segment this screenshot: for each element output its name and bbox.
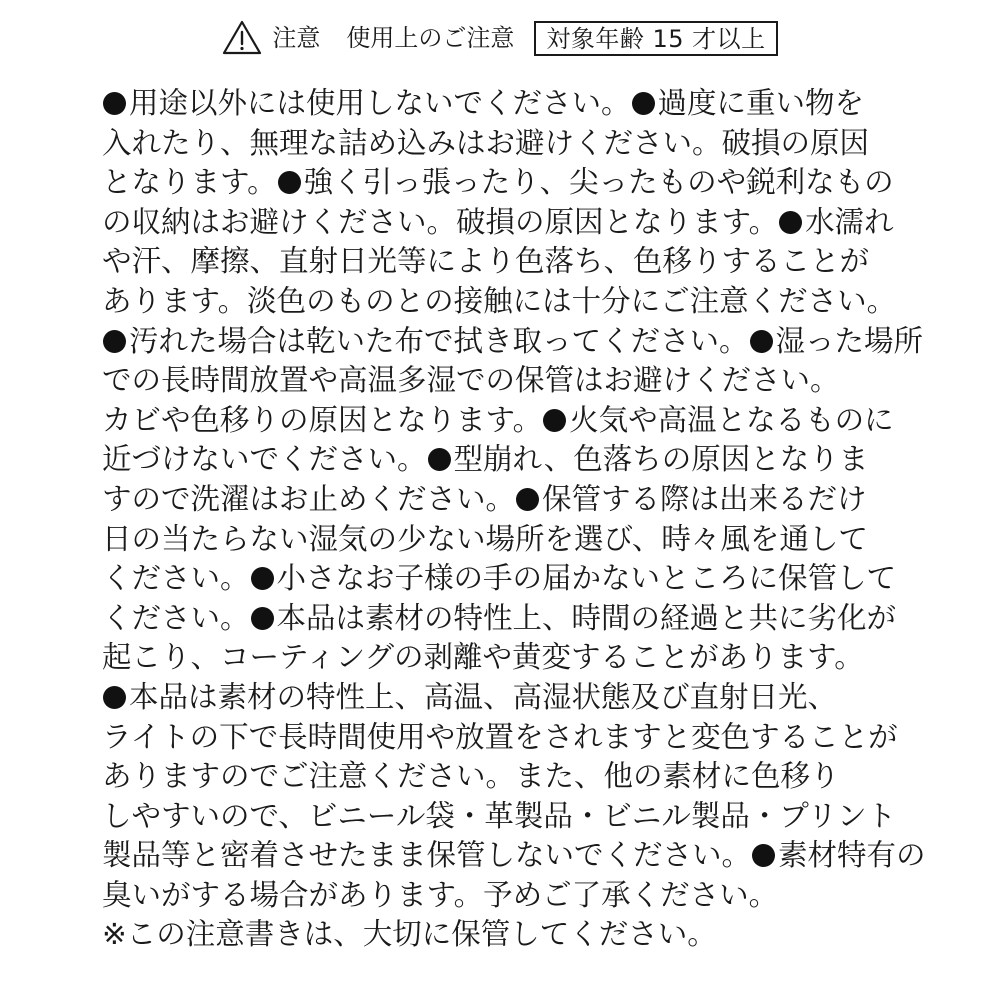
notice-line [102,242,910,282]
notice-text: 素材特有の [778,838,926,873]
notice-line [102,440,910,480]
notice-line [102,163,910,203]
notice-text: 本品は素材の特性上、高温、高湿状態及び直射日光、 [129,679,838,714]
bullet-icon [752,844,775,867]
notice-text: 水濡れ [805,204,894,239]
notice-line [102,876,910,916]
notice-line [102,559,910,599]
notice-text: 湿った場所 [775,323,924,358]
notice-text: 汚れた場合は乾いた布で拭き取ってください。 [129,323,749,358]
notice-text: しやすいので、ビニール袋・革製品・ビニル製品・プリント [102,798,897,833]
caution-label: 注意 [272,24,321,52]
bullet-icon [103,92,126,115]
notice-text: の収納はお避けください。破損の原因となります。 [102,204,779,239]
notice-text: ください。 [102,600,250,635]
notice-line [102,599,910,639]
notice-text: ※この注意書きは、大切に保管してください。 [102,917,717,952]
notice-text: 本品は素材の特性上、時間の経過と共に劣化が [276,600,897,635]
notice-line [102,401,910,441]
notice-line [102,124,910,164]
notice-line [102,638,910,678]
notice-line [102,322,924,362]
notice-text: 用途以外には使用しないでください。 [129,86,631,120]
bullet-icon [632,92,655,115]
notice-line [102,520,910,560]
bullet-icon [278,171,301,194]
notice-text: 日の当たらない湿気の少ない場所を選び、時々風を通して [102,521,868,556]
notice-text: ください。 [102,561,250,596]
notice-text: 過度に重い物を [657,86,865,120]
usage-notes-title: 使用上のご注意 [346,24,515,52]
bullet-icon [251,567,274,590]
notice-text: ライトの下で長時間使用や放置をされますと変色することが [102,719,898,754]
bullet-icon [103,330,126,353]
bullet-icon [428,448,451,471]
notice-text: 近づけないでください。 [102,442,427,477]
notice-line [102,480,910,520]
warning-triangle-icon [222,20,262,56]
notice-text: 保管する際は出来るだけ [542,481,867,516]
bullet-icon [779,211,802,234]
notice-line [102,84,910,124]
notice-text: となります。 [102,165,277,200]
notice-text: 型崩れ、色落ちの原因となりま [453,442,869,477]
notice-text: 強く引っ張ったり、尖ったものや鋭利なもの [303,165,894,200]
notice-line [102,757,910,797]
age-rating-badge: 対象年齢 15 才以上 [534,21,777,56]
notice-header [0,16,1000,60]
notice-text: 製品等と密着させたまま保管しないでください。 [102,838,752,873]
notice-text: での長時間放置や高温多湿での保管はお避けください。 [102,363,840,398]
notice-line [102,361,910,401]
notice-body-text [102,84,926,955]
notice-text: すので洗濯はお止めください。 [102,481,516,516]
notice-text: 臭いがする場合があります。予めご了承ください。 [102,877,779,912]
bullet-icon [750,330,773,353]
bullet-icon [251,607,274,630]
notice-line [102,915,910,955]
notice-text: や汗、摩擦、直射日光等により色落ち、色移りすることが [102,244,870,279]
notice-line [102,678,910,718]
notice-text: 小さなお子様の手の届かないところに保管して [276,561,897,596]
notice-line [102,203,910,243]
notice-line [102,797,910,837]
notice-line [102,718,910,758]
notice-text: 火気や高温となるものに [569,402,894,437]
bullet-icon [543,409,566,432]
notice-text: 起こり、コーティングの剥離や黄変することがあります。 [102,640,864,675]
bullet-icon [103,686,126,709]
notice-text: 入れたり、無理な詰め込みはお避けください。破損の原因 [102,125,870,160]
notice-text: カビや色移りの原因となります。 [102,402,543,437]
notice-line [102,836,926,876]
notice-line [102,282,910,322]
notice-text: あります。淡色のものとの接触には十分にご注意ください。 [102,283,897,318]
notice-text: ありますのでご注意ください。また、他の素材に色移り [102,759,840,794]
bullet-icon [516,488,539,511]
